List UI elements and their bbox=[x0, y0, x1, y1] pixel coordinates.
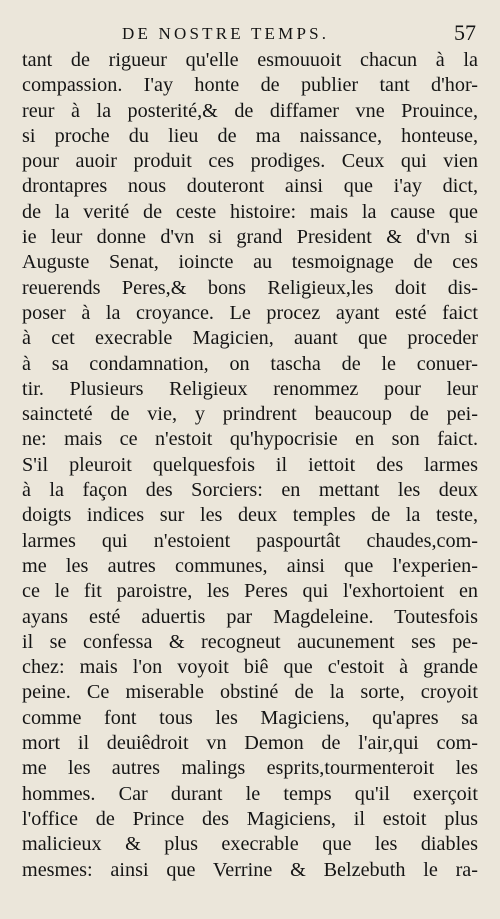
text-line: saincteté de vie, y prindrent beaucoup de pei- bbox=[22, 403, 478, 426]
text-line: pour auoir produit ces prodiges. Ceux qui vien bbox=[22, 150, 478, 173]
text-line: me les autres malings esprits,tourmenteroit les bbox=[22, 757, 478, 780]
text-line: mesmes: ainsi que Verrine & Belzebuth le ra- bbox=[22, 858, 478, 881]
body-text bbox=[22, 48, 478, 883]
page-header bbox=[0, 6, 500, 46]
text-line: poser à la croyance. Le procez ayant esté faict bbox=[22, 301, 478, 324]
text-line: comme font tous les Magiciens, qu'apres sa bbox=[22, 706, 478, 729]
text-line: à sa condamnation, on tascha de le conuer- bbox=[22, 352, 478, 375]
text-line: mort il deuiêdroit vn Demon de l'air,qui com- bbox=[22, 732, 478, 755]
text-line: l'office de Prince des Magiciens, il estoit plus bbox=[22, 807, 478, 830]
text-line: de la verité de ceste histoire: mais la cause que bbox=[22, 200, 478, 223]
text-line: Auguste Senat, ioincte au tesmoignage de ces bbox=[22, 251, 478, 274]
text-line: tir. Plusieurs Religieux renommez pour leur bbox=[22, 377, 478, 400]
text-line: me les autres communes, ainsi que l'experien- bbox=[22, 554, 478, 577]
text-line: il se confessa & recogneut aucunement ses pe- bbox=[22, 630, 478, 653]
text-line: drontapres nous douteront ainsi que i'ay dict, bbox=[22, 175, 478, 198]
text-line: hommes. Car durant le temps qu'il exerçoit bbox=[22, 782, 478, 805]
text-line: reuerends Peres,& bons Religieux,les doit dis- bbox=[22, 276, 478, 299]
text-line: compassion. I'ay honte de publier tant d'hor- bbox=[22, 74, 478, 97]
text-line: reur à la posterité,& de diffamer vne Prouince, bbox=[22, 99, 478, 122]
text-line: tant de rigueur qu'elle esmouuoit chacun à la bbox=[22, 49, 478, 71]
text-line: doigts indices sur les deux temples de la teste, bbox=[22, 504, 478, 527]
text-line: si proche du lieu de ma naissance, honteuse, bbox=[22, 124, 478, 147]
text-line: ne: mais ce n'estoit qu'hypocrisie en son faict. bbox=[22, 428, 478, 451]
text-line: ce le fit paroistre, les Peres qui l'exhortoient en bbox=[22, 580, 478, 603]
text-line: malicieux & plus execrable que les diables bbox=[22, 833, 478, 856]
page-number: 57 bbox=[454, 20, 476, 45]
text-line: chez: mais l'on voyoit biê que c'estoit à grande bbox=[22, 656, 478, 679]
text-line: peine. Ce miserable obstiné de la sorte, croyoit bbox=[22, 681, 478, 704]
text-line: à cet execrable Magicien, auant que proceder bbox=[22, 327, 478, 350]
text-line: larmes qui n'estoient paspourtât chaudes,com- bbox=[22, 529, 478, 552]
running-head: DE NOSTRE TEMPS. bbox=[122, 24, 330, 43]
text-line: à la façon des Sorciers: en mettant les deux bbox=[22, 479, 478, 502]
text-line: ayans esté aduertis par Magdeleine. Toutesfois bbox=[22, 605, 478, 628]
text-line: S'il pleuroit quelquesfois il iettoit des larmes bbox=[22, 453, 478, 476]
text-line: ie leur donne d'vn si grand President & d'vn si bbox=[22, 226, 478, 249]
